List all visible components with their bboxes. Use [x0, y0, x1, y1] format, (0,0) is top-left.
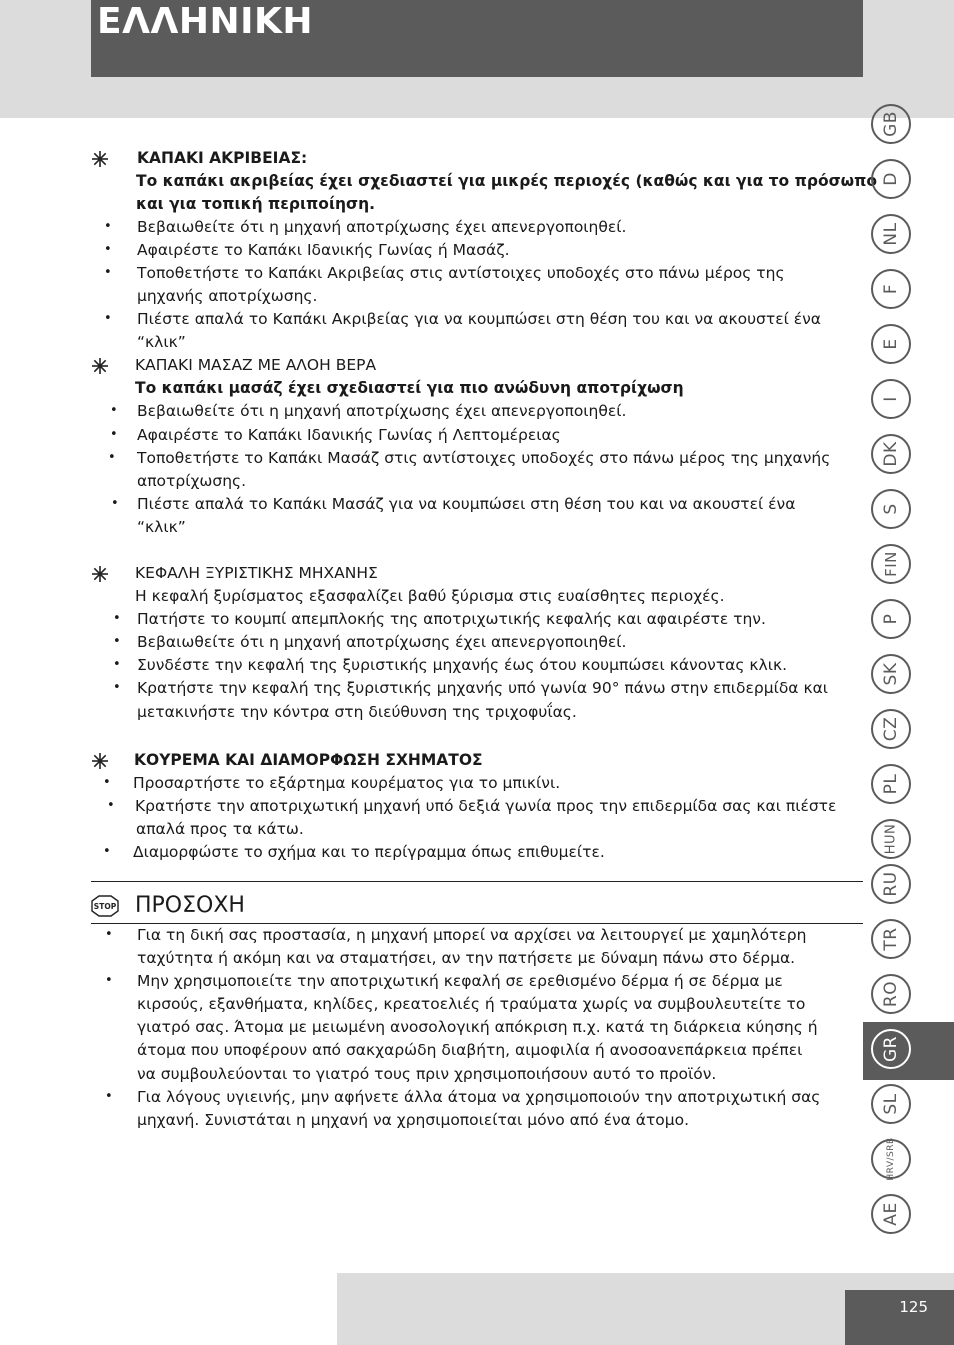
section-intro: και για τοπική περιποίηση. [136, 195, 376, 213]
page-header [91, 0, 863, 77]
list-item-cont: “κλικ” [137, 333, 186, 351]
lang-ae[interactable]: AE [871, 1194, 911, 1234]
list-item: Βεβαιωθείτε ότι η μηχανή αποτρίχωσης έχει απενεργοποιηθεί. [137, 402, 627, 420]
caution-title: ΠΡΟΣΟΧΗ [135, 893, 245, 918]
section-title: ΚΟΥΡΕΜΑ ΚΑΙ ΔΙΑΜΟΡΦΩΣΗ ΣΧΗΜΑΤΟΣ [134, 751, 483, 769]
bullet-icon: • [108, 450, 116, 465]
lang-e[interactable]: E [871, 324, 911, 364]
list-item-cont: μηχανής αποτρίχωσης. [137, 287, 318, 305]
divider [91, 881, 863, 882]
lang-hrv-srb[interactable]: HRV/SRB [871, 1139, 911, 1179]
list-item-cont: απαλά προς τα κάτω. [136, 820, 304, 838]
section-title: ΚΕΦΑΛΗ ΞΥΡΙΣΤΙΚΗΣ ΜΗΧΑΝΗΣ [135, 564, 378, 582]
sparkle-icon [91, 565, 109, 583]
list-item-cont: γιατρό σας. Άτομα με μειωμένη ανοσολογική απόκριση π.χ. κατά τη διάρκεια κύησης ή [137, 1018, 818, 1036]
list-item: Διαμορφώστε το σχήμα και το περίγραμμα όπως επιθυμείτε. [133, 843, 605, 861]
page-number: 125 [899, 1298, 928, 1316]
section-intro: Το καπάκι ακριβείας έχει σχεδιαστεί για μικρές περιοχές (καθώς και για το πρόσωπο [136, 172, 878, 190]
page-title: ΕΛΛΗΝΙΚΗ [97, 1, 313, 42]
section-title: ΚΑΠΑΚΙ ΑΚΡΙΒΕΙΑΣ: [137, 149, 308, 167]
lang-ru[interactable]: RU [871, 864, 911, 904]
bullet-icon: • [107, 798, 115, 813]
bullet-icon: • [104, 311, 112, 326]
lang-tr[interactable]: TR [871, 919, 911, 959]
lang-pl[interactable]: PL [871, 764, 911, 804]
section-intro: Η κεφαλή ξυρίσματος εξασφαλίζει βαθύ ξύρισμα στις ευαίσθητες περιοχές. [135, 587, 725, 605]
bullet-icon: • [113, 634, 121, 649]
list-item: Αφαιρέστε το Καπάκι Ιδανικής Γωνίας ή Μασάζ. [137, 241, 510, 259]
list-item: Τοποθετήστε το Καπάκι Ακριβείας στις αντίστοιχες υποδοχές στο πάνω μέρος της [137, 264, 785, 282]
content-bottom-area [0, 1273, 337, 1345]
section-intro: Το καπάκι μασάζ έχει σχεδιαστεί για πιο ανώδυνη αποτρίχωση [135, 379, 684, 397]
list-item-cont: άτομα που υποφέρουν από σακχαρώδη διαβήτη, αιμοφιλία ή ανοσοανεπάρκεια πρέπει [137, 1041, 803, 1059]
lang-dk[interactable]: DK [871, 434, 911, 474]
bullet-icon: • [105, 927, 113, 942]
lang-sl[interactable]: SL [871, 1084, 911, 1124]
bullet-icon: • [110, 403, 118, 418]
bullet-icon: • [103, 844, 111, 859]
list-item: Για λόγους υγιεινής, μην αφήνετε άλλα άτομα να χρησιμοποιούν την αποτριχωτική σας [137, 1088, 821, 1106]
lang-d[interactable]: D [871, 159, 911, 199]
bullet-icon: • [111, 496, 119, 511]
list-item: Μην χρησιμοποιείτε την αποτριχωτική κεφαλή σε ερεθισμένο δέρμα ή σε δέρμα με [137, 972, 783, 990]
bullet-icon: • [113, 657, 121, 672]
bullet-icon: • [110, 427, 118, 442]
list-item: Κρατήστε την κεφαλή της ξυριστικής μηχανής υπό γωνία 90° πάνω στην επιδερμίδα και [137, 679, 829, 697]
list-item: Βεβαιωθείτε ότι η μηχανή αποτρίχωσης έχει απενεργοποιηθεί. [137, 218, 627, 236]
lang-s[interactable]: S [871, 489, 911, 529]
list-item: Πιέστε απαλά το Καπάκι Ακριβείας για να κουμπώσει στη θέση του και να ακουστεί ένα [137, 310, 822, 328]
bullet-icon: • [113, 611, 121, 626]
list-item-cont: μετακινήστε την κόντρα στη διεύθυνση της τριχοφυΐας. [137, 703, 577, 721]
bullet-icon: • [105, 1089, 113, 1104]
sparkle-icon [91, 357, 109, 375]
lang-nl[interactable]: NL [871, 214, 911, 254]
list-item-cont: μηχανή. Συνιστάται η μηχανή να χρησιμοποιείται μόνο από ένα άτομο. [137, 1111, 690, 1129]
stop-label: STOP [93, 902, 117, 911]
list-item-cont: “κλικ” [137, 518, 186, 536]
lang-gb[interactable]: GB [871, 104, 911, 144]
stop-icon [91, 895, 119, 917]
bullet-icon: • [105, 973, 113, 988]
lang-cz[interactable]: CZ [871, 709, 911, 749]
lang-p[interactable]: P [871, 599, 911, 639]
sparkle-icon [91, 150, 109, 168]
list-item-cont: κιρσούς, εξανθήματα, κηλίδες, κρεατοελιές ή τραύματα χωρίς να συμβουλευτείτε το [137, 995, 806, 1013]
list-item: Συνδέστε την κεφαλή της ξυριστικής μηχανής έως ότου κουμπώσει κάνοντας κλικ. [137, 656, 788, 674]
lang-hun[interactable]: HUN [871, 819, 911, 859]
bullet-icon: • [113, 680, 121, 695]
lang-gr[interactable]: GR [871, 1029, 911, 1069]
divider [91, 923, 863, 924]
lang-ro[interactable]: RO [871, 974, 911, 1014]
bullet-icon: • [104, 242, 112, 257]
list-item-cont: να συμβουλεύονται το γιατρό τους πριν χρησιμοποιήσουν αυτό το προϊόν. [137, 1065, 717, 1083]
list-item: Αφαιρέστε το Καπάκι Ιδανικής Γωνίας ή Λεπτομέρειας [137, 426, 561, 444]
list-item-cont: ταχύτητα ή ακόμη και να σταματήσει, αν την πατήσετε με δύναμη πάνω στο δέρμα. [137, 949, 796, 967]
list-item: Τοποθετήστε το Καπάκι Μασάζ στις αντίστοιχες υποδοχές στο πάνω μέρος της μηχανής [137, 449, 831, 467]
list-item-cont: αποτρίχωσης. [137, 472, 247, 490]
bullet-icon: • [104, 219, 112, 234]
lang-fin[interactable]: FIN [871, 544, 911, 584]
lang-f[interactable]: F [871, 269, 911, 309]
lang-sk[interactable]: SK [871, 654, 911, 694]
bullet-icon: • [103, 775, 111, 790]
list-item: Πατήστε το κουμπί απεμπλοκής της αποτριχωτικής κεφαλής και αφαιρέστε την. [137, 610, 766, 628]
list-item: Πιέστε απαλά το Καπάκι Μασάζ για να κουμπώσει στη θέση του και να ακουστεί ένα [137, 495, 796, 513]
list-item: Βεβαιωθείτε ότι η μηχανή αποτρίχωσης έχει απενεργοποιηθεί. [137, 633, 627, 651]
list-item: Κρατήστε την αποτριχωτική μηχανή υπό δεξιά γωνία προς την επιδερμίδα σας και πιέστε [135, 797, 837, 815]
bullet-icon: • [104, 265, 112, 280]
list-item: Προσαρτήστε το εξάρτημα κουρέματος για το μπικίνι. [133, 774, 561, 792]
page-number-box [845, 1290, 954, 1345]
lang-i[interactable]: I [871, 379, 911, 419]
sparkle-icon [91, 752, 109, 770]
section-title: ΚΑΠΑΚΙ ΜΑΣΑΖ ΜΕ ΑΛΟΗ ΒΕΡΑ [135, 356, 377, 374]
list-item: Για τη δική σας προστασία, η μηχανή μπορεί να αρχίσει να λειτουργεί με χαμηλότερη [137, 926, 807, 944]
